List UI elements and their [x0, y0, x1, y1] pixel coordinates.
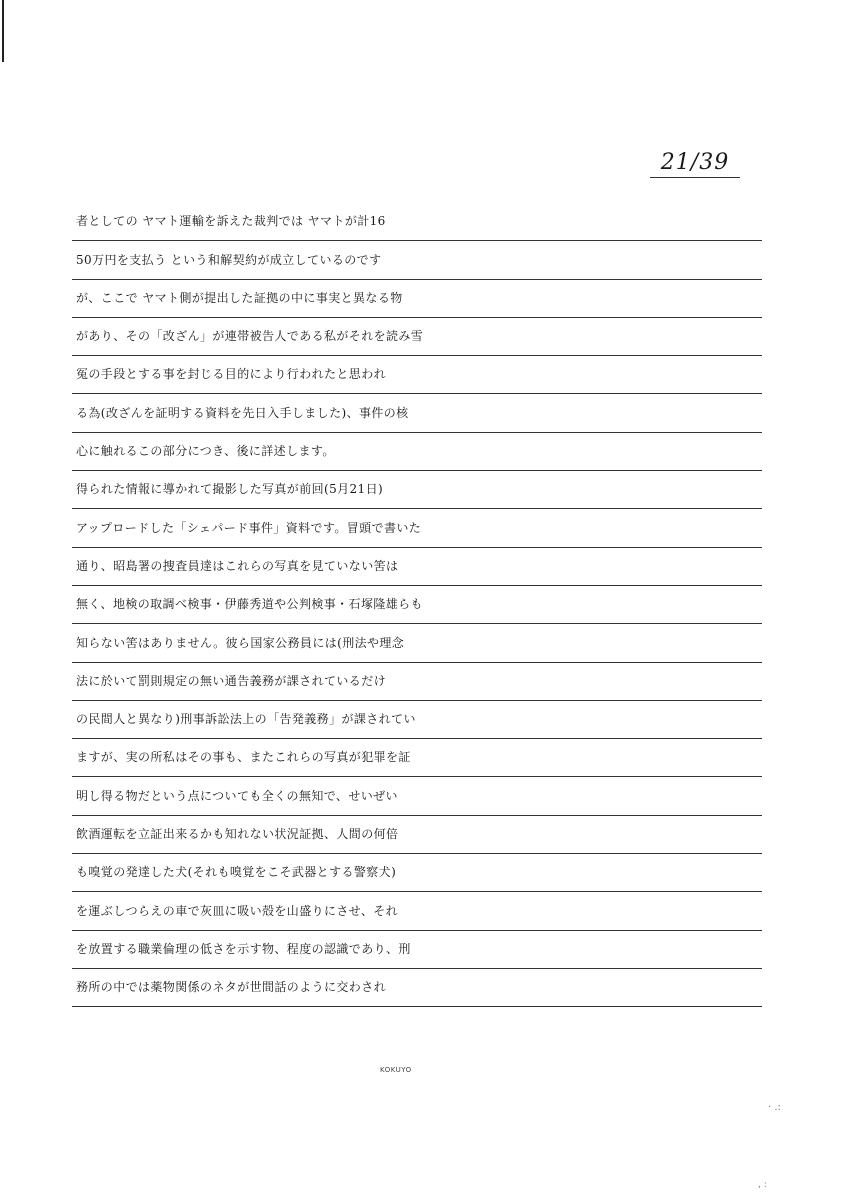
manuscript-line — [72, 471, 762, 509]
manuscript-line-text: 無く、地検の取調べ検事・伊藤秀道や公判検事・石塚隆雄らも — [76, 597, 423, 612]
manuscript-line-text: 心に触れるこの部分につき、後に詳述します。 — [76, 444, 335, 459]
manuscript-line — [72, 892, 762, 930]
manuscript-line — [72, 280, 762, 318]
manuscript-line — [72, 739, 762, 777]
manuscript-line-text: 飲酒運転を立証出来るかも知れない状況証拠、人間の何倍 — [76, 827, 399, 842]
page-number: 21/39 — [650, 150, 740, 178]
manuscript-line-text: 通り、昭島署の捜査員達はこれらの写真を見ていない筈は — [76, 558, 399, 573]
scan-edge-mark — [2, 0, 4, 62]
manuscript-line-text: 法に於いて罰則規定の無い通告義務が課されているだけ — [76, 673, 387, 688]
manuscript-line-text: を放置する職業倫理の低さを示す物、程度の認識であり、刑 — [76, 941, 411, 956]
manuscript-line-text: があり、その「改ざん」が連帯被告人である私がそれを読み雪 — [76, 329, 424, 344]
scan-specks: · .: — [768, 1102, 781, 1113]
manuscript-line — [72, 777, 762, 815]
manuscript-line-text: 冤の手段とする事を封じる目的により行われたと思われ — [76, 367, 387, 382]
manuscript-line-text: 50万円を支払う という和解契約が成立しているのです — [76, 252, 382, 267]
manuscript-line — [72, 318, 762, 356]
manuscript-line-text: 得られた情報に導かれて撮影した写真が前回(5月21日) — [76, 482, 384, 497]
manuscript-line-text: が、ここで ヤマト側が提出した証拠の中に事実と異なる物 — [76, 290, 403, 305]
manuscript-line-text: アップロードした「シェパード事件」資料です。冒頭で書いた — [76, 520, 422, 535]
manuscript-line — [72, 241, 762, 279]
manuscript-line-text: 知らない筈はありません。彼ら国家公務員には(刑法や理念 — [76, 635, 405, 650]
manuscript-line-text: 者としての ヤマト運輸を訴えた裁判では ヤマトが計16 — [76, 214, 386, 229]
manuscript-line — [72, 356, 762, 394]
paper-brand-mark: KOKUYO — [380, 1066, 412, 1074]
manuscript-line — [72, 433, 762, 471]
scan-specks-lower: , : — [758, 1180, 767, 1190]
manuscript-line — [72, 586, 762, 624]
manuscript-line — [72, 816, 762, 854]
manuscript-line — [72, 931, 762, 969]
manuscript-line-text: を運ぶしつらえの車で灰皿に吸い殻を山盛りにさせ、それ — [76, 903, 399, 918]
manuscript-line — [72, 624, 762, 662]
manuscript-lines — [72, 203, 762, 1007]
manuscript-line-text: 明し得る物だという点についても全くの無知で、せいぜい — [76, 788, 398, 803]
manuscript-line — [72, 394, 762, 432]
manuscript-line — [72, 663, 762, 701]
manuscript-line — [72, 203, 762, 241]
manuscript-line-text: の民間人と異なり)刑事訴訟法上の「告発義務」が課されてい — [76, 712, 416, 727]
manuscript-line-text: ますが、実の所私はその事も、またこれらの写真が犯罪を証 — [76, 750, 411, 765]
manuscript-line — [72, 854, 762, 892]
manuscript-line — [72, 509, 762, 547]
manuscript-line — [72, 548, 762, 586]
manuscript-line — [72, 701, 762, 739]
manuscript-line — [72, 969, 762, 1007]
manuscript-line-text: る為(改ざんを証明する資料を先日入手しました)、事件の核 — [76, 405, 409, 420]
manuscript-line-text: 務所の中では薬物関係のネタが世間話のように交わされ — [76, 980, 387, 995]
manuscript-line-text: も嗅覚の発達した犬(それも嗅覚をこそ武器とする警察犬) — [76, 865, 397, 880]
